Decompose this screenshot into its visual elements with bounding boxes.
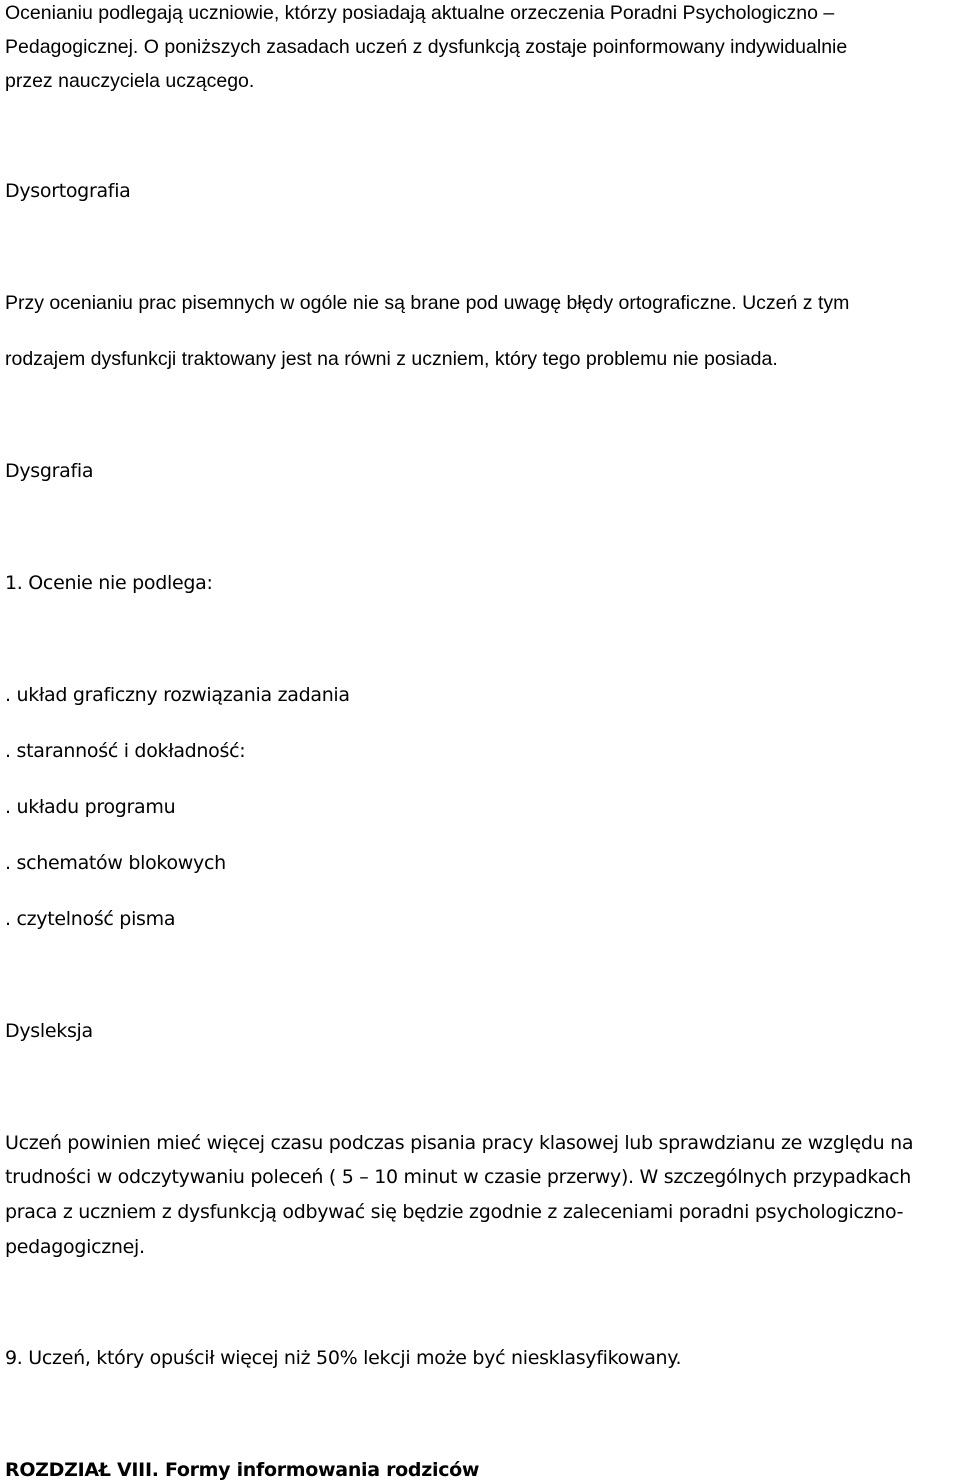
dysleksja-line-3: praca z uczniem z dysfunkcją odbywać się będzie zgodnie z zaleceniami poradni psychologiczno- xyxy=(5,1201,904,1223)
dysleksja-line-2: trudności w odczytywaniu poleceń ( 5 – 10 minut w czasie przerwy). W szczególnych przypadkach xyxy=(5,1166,911,1188)
dysortografia-heading: Dysortografia xyxy=(5,180,131,202)
dysleksja-heading: Dysleksja xyxy=(5,1020,93,1042)
dysleksja-line-4: pedagogicznej. xyxy=(5,1236,145,1258)
dysortografia-line-2: rodzajem dysfunkcji traktowany jest na równi z uczniem, który tego problemu nie posiada. xyxy=(5,348,778,370)
dysgrafia-list-item: . schematów blokowych xyxy=(5,852,226,874)
intro-line-2: Pedagogicznej. O poniższych zasadach uczeń z dysfunkcją zostaje poinformowany indywidualnie xyxy=(5,36,848,58)
dysleksja-line-1: Uczeń powinien mieć więcej czasu podczas pisania pracy klasowej lub sprawdzianu ze względu na xyxy=(5,1132,914,1154)
dysgrafia-subheading: 1. Ocenie nie podlega: xyxy=(5,572,213,594)
dysgrafia-list-item: . czytelność pisma xyxy=(5,908,176,930)
dysgrafia-list-item: . układu programu xyxy=(5,796,176,818)
chapter-heading: ROZDZIAŁ VIII. Formy informowania rodziców xyxy=(5,1459,480,1481)
intro-line-3: przez nauczyciela uczącego. xyxy=(5,70,255,92)
point-9-text: 9. Uczeń, który opuścił więcej niż 50% lekcji może być niesklasyfikowany. xyxy=(5,1347,682,1369)
dysgrafia-list-item: . staranność i dokładność: xyxy=(5,740,246,762)
dysgrafia-list-item: . układ graficzny rozwiązania zadania xyxy=(5,684,350,706)
intro-line-1: Ocenianiu podlegają uczniowie, którzy posiadają aktualne orzeczenia Poradni Psychologiczno – xyxy=(5,2,835,24)
dysgrafia-heading: Dysgrafia xyxy=(5,460,94,482)
dysortografia-line-1: Przy ocenianiu prac pisemnych w ogóle nie są brane pod uwagę błędy ortograficzne. Uczeń z tym xyxy=(5,292,850,314)
